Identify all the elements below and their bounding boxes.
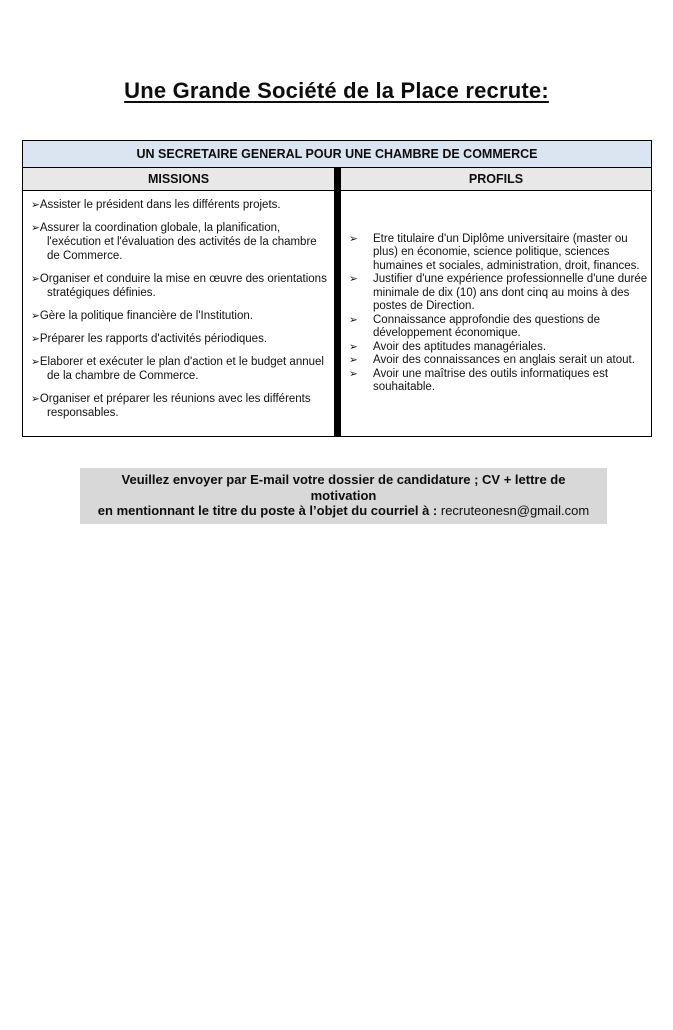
arrow-bullet-icon: ➢ [31, 393, 40, 405]
footer-instruction: en mentionnant le titre du poste à l’objet du courriel à : [97, 503, 441, 518]
mission-item [31, 221, 332, 263]
mission-item [31, 392, 332, 420]
arrow-bullet-icon: ➢ [349, 367, 358, 380]
document-page [0, 76, 673, 1030]
mission-item [31, 198, 332, 212]
profil-item [349, 314, 649, 341]
missions-column-header: MISSIONS [23, 168, 334, 190]
arrow-bullet-icon: ➢ [31, 199, 40, 211]
arrow-bullet-icon: ➢ [349, 232, 358, 245]
table-title: UN SECRETAIRE GENERAL POUR UNE CHAMBRE DE COMMERCE [23, 141, 651, 168]
mission-item [31, 272, 332, 300]
arrow-bullet-icon: ➢ [31, 310, 40, 322]
arrow-bullet-icon: ➢ [349, 340, 358, 353]
footer-line-3 [98, 503, 589, 519]
arrow-bullet-icon: ➢ [349, 273, 358, 285]
arrow-bullet-icon: ➢ [31, 333, 40, 345]
email-address: recruteonesn@gmail.com [440, 503, 590, 518]
mission-item-text: Gère la politique financière de l'Institution. [39, 310, 253, 322]
column-divider [334, 191, 341, 436]
column-divider [334, 168, 341, 190]
mission-item-text: Elaborer et exécuter le plan d'action et le budget annuel de la chambre de Commerce. [39, 356, 324, 382]
profils-column-header: PROFILS [341, 168, 651, 190]
profil-item-text: Avoir des connaissances en anglais serait un atout. [373, 354, 635, 366]
mission-item-text: Préparer les rapports d'activités périodiques. [39, 333, 268, 345]
profil-item [349, 368, 649, 395]
profils-list [341, 191, 651, 436]
application-instructions [80, 468, 607, 524]
mission-item-text: Assurer la coordination globale, la planification, l'exécution et l'évaluation des activités de la chambre de Commerce. [39, 222, 317, 262]
mission-item [31, 355, 332, 383]
mission-item [31, 309, 332, 323]
arrow-bullet-icon: ➢ [349, 354, 358, 366]
profil-item-text: Etre titulaire d'un Diplôme universitaire (master ou plus) en économie, science politique, sciences humaines et sociales, administration, droit, finances. [373, 232, 640, 272]
column-header-row [23, 168, 651, 191]
profil-item [349, 354, 649, 368]
profil-item-text: Justifier d'une expérience professionnelle d'une durée minimale de dix (10) ans dont cinq au moins à des postes de Direction. [373, 273, 648, 312]
footer-line-1: Veuillez envoyer par E-mail votre dossier de candidature ; CV + lettre de [121, 472, 566, 487]
profil-item-text: Avoir une maîtrise des outils informatiques est souhaitable. [373, 367, 609, 393]
table-body-row [23, 191, 651, 436]
mission-item-text: Organiser et conduire la mise en œuvre des orientations stratégiques définies. [39, 273, 327, 299]
arrow-bullet-icon: ➢ [31, 222, 40, 234]
mission-item-text: Organiser et préparer les réunions avec les différents responsables. [39, 393, 311, 419]
arrow-bullet-icon: ➢ [349, 313, 358, 326]
footer-line-2: motivation [310, 487, 377, 503]
mission-item [31, 332, 332, 346]
profil-item [349, 341, 649, 355]
profil-item [349, 273, 649, 314]
profil-item-text: Connaissance approfondie des questions de développement économique. [373, 313, 600, 339]
arrow-bullet-icon: ➢ [31, 356, 40, 368]
profil-item-text: Avoir des aptitudes managériales. [373, 340, 547, 353]
page-title: Une Grande Société de la Place recrute: [124, 78, 549, 103]
arrow-bullet-icon: ➢ [31, 273, 40, 285]
job-table [22, 140, 652, 437]
profil-item [349, 233, 649, 274]
mission-item-text: Assister le président dans les différents projets. [39, 199, 281, 211]
missions-list [23, 191, 334, 436]
